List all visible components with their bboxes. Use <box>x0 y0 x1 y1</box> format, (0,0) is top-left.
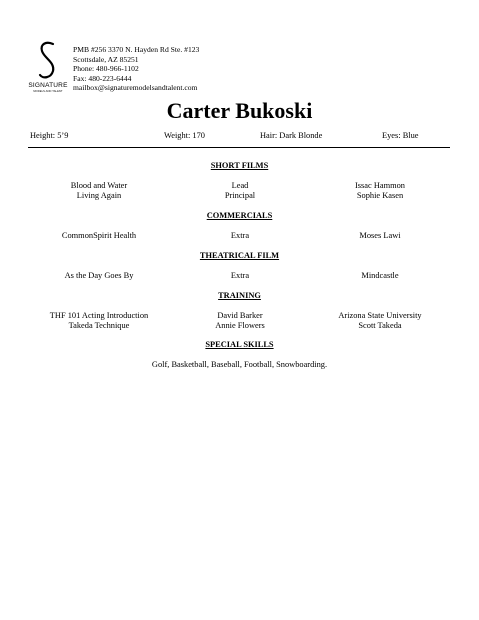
section-heading-special-skills: SPECIAL SKILLS <box>205 340 274 349</box>
special-skills-list: Golf, Basketball, Baseball, Football, Snowboarding. <box>151 360 328 369</box>
credit-director: Sophie Kasen <box>356 191 404 200</box>
section-heading-training: TRAINING <box>218 291 261 300</box>
training-instructor: Annie Flowers <box>215 321 265 330</box>
credit-title: Blood and Water <box>70 181 128 190</box>
contact-address: PMB #256 3370 N. Hayden Rd Ste. #123 <box>73 45 200 54</box>
credit-director: Issac Hammon <box>354 181 405 190</box>
stat-eyes: Eyes: Blue <box>382 131 419 140</box>
contact-fax: Fax: 480-223-6444 <box>73 73 132 83</box>
training-school: Scott Takeda <box>358 321 402 330</box>
credit-director: Moses Lawi <box>359 231 401 240</box>
section-heading-theatrical-film: THEATRICAL FILM <box>199 251 280 260</box>
section-heading-short-films: SHORT FILMS <box>210 161 269 170</box>
credit-role: Extra <box>230 231 250 240</box>
training-instructor: David Barker <box>217 311 263 320</box>
logo-wordmark: SIGNATURE <box>28 82 68 89</box>
training-course: THF 101 Acting Introduction <box>49 311 149 320</box>
logo-subtitle: MODELS AND TALENT <box>33 90 63 93</box>
credit-role: Principal <box>224 191 256 200</box>
stat-height: Height: 5’9 <box>30 131 69 140</box>
contact-city: Scottsdale, AZ 85251 <box>73 54 139 64</box>
credit-title: Living Again <box>76 191 122 200</box>
stat-weight: Weight: 170 <box>164 131 205 140</box>
credit-role: Lead <box>231 181 249 190</box>
contact-email[interactable]: mailbox@signaturemodelsandtalent.com <box>73 83 198 93</box>
credit-title: CommonSpirit Health <box>61 231 137 240</box>
stat-hair: Hair: Dark Blonde <box>260 131 323 140</box>
contact-phone: Phone: 480-966-1102 <box>73 64 139 74</box>
training-school: Arizona State University <box>338 311 422 320</box>
logo-s-mark <box>28 40 68 82</box>
header-divider <box>28 147 450 148</box>
section-heading-commercials: COMMERCIALS <box>206 211 273 220</box>
actor-name: Carter Bukoski <box>166 98 313 123</box>
training-course: Takeda Technique <box>68 321 130 330</box>
credit-title: As the Day Goes By <box>64 271 134 280</box>
credit-role: Extra <box>230 271 250 280</box>
agency-contact <box>73 45 199 93</box>
credit-director: Mindcastle <box>361 271 399 280</box>
